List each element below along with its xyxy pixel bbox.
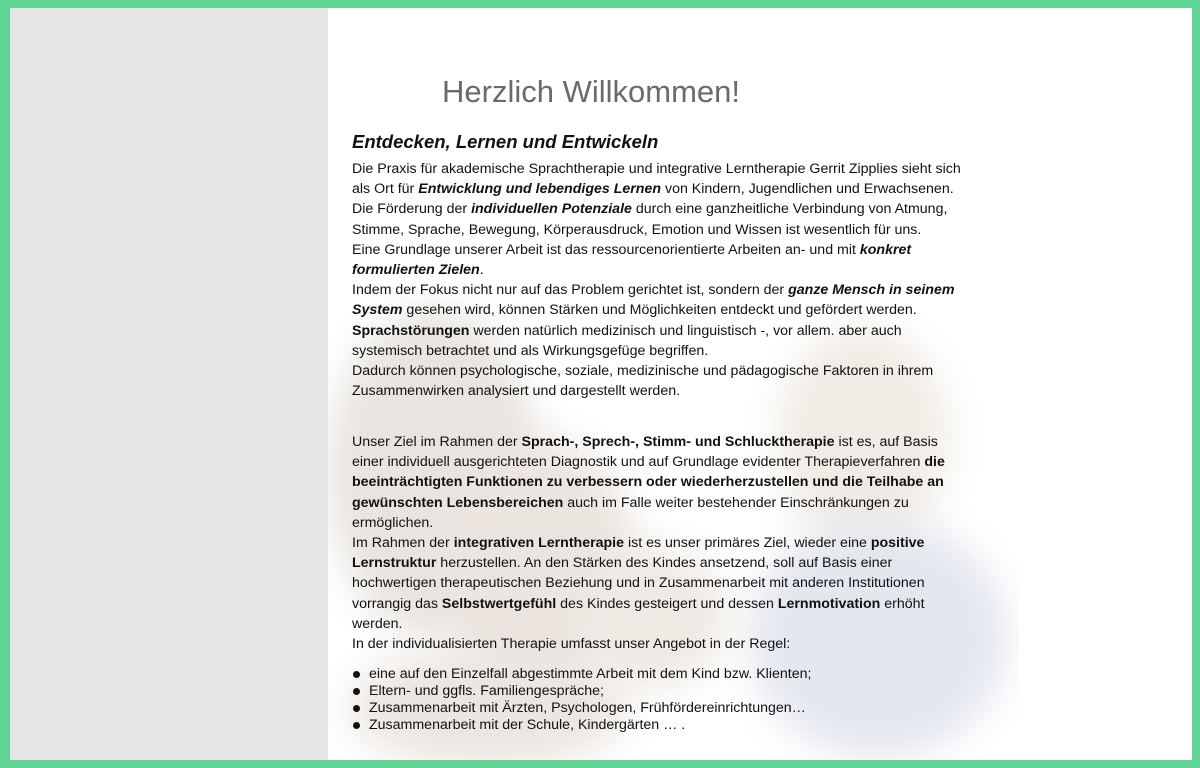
text-segment: Unser Ziel im Rahmen der [352, 434, 522, 450]
text-segment: ist es, auf Basis einer individuell ausgerichteten Diagnostik und auf Grundlage evidenter Therapieverfahren [352, 434, 938, 471]
text-segment: ist es unser primäres Ziel, wieder eine [624, 535, 871, 552]
left-sidebar [10, 8, 328, 760]
list-item: Zusammenarbeit mit Ärzten, Psychologen, Frühfördereinrichtungen… [352, 700, 811, 717]
text-segment: erhöht werden. [352, 595, 925, 632]
text-segment: werden natürlich medizinisch und linguistisch -, vor allem. aber auch systemisch betrachtet und als Wirkungsgefüge begriffen. [352, 322, 902, 359]
text-segment: Eine Grundlage unserer Arbeit ist das ressourcenorientierte Arbeiten an- und mit [352, 241, 860, 258]
intro-paragraph [352, 159, 967, 401]
text-emphasis: individuellen Potenziale [471, 201, 632, 218]
text-emphasis: Entwicklung und lebendiges Lernen [418, 181, 662, 198]
text-segment: von Kindern, Jugendlichen und Erwachsenen. [661, 181, 954, 198]
text-emphasis: Selbstwertgefühl [441, 595, 557, 612]
text-segment: des Kindes gesteigert und dessen [556, 595, 778, 612]
text-emphasis: positive Lernstruktur [352, 535, 925, 572]
text-emphasis: integrativen Lerntherapie [453, 535, 625, 552]
text-emphasis: Sprach-, Sprech-, Stimm- und Schlucktherapie [521, 434, 835, 450]
page-subtitle: Entdecken, Lernen und Entwickeln [352, 131, 659, 152]
text-segment: Indem der Fokus nicht nur auf das Problem gerichtet ist, sondern der [352, 282, 789, 299]
list-item: eine auf den Einzelfall abgestimmte Arbeit mit dem Kind bzw. Klienten; [352, 666, 811, 683]
text-emphasis: Lernmotivation [777, 595, 881, 612]
text-segment: gesehen wird, können Stärken und Möglichkeiten entdeckt und gefördert werden. [402, 302, 917, 319]
page-title: Herzlich Willkommen! [442, 74, 740, 109]
list-item: Eltern- und ggfls. Familiengespräche; [352, 683, 811, 700]
page-frame [10, 8, 1192, 760]
text-segment: In der individualisierten Therapie umfasst unser Angebot in der Regel: [352, 636, 791, 653]
text-emphasis: Sprachstörungen [352, 322, 470, 339]
text-segment: Die Förderung der [352, 201, 472, 218]
goals-paragraph [352, 432, 967, 654]
text-segment: auch im Falle weiter bestehender Einschränkungen zu ermöglichen. [352, 494, 909, 531]
text-segment: Dadurch können psychologische, soziale, medizinische und pädagogische Faktoren in ihrem Zusammenwirken analysiert und dargestellt werden. [352, 363, 934, 400]
text-emphasis: konkret formulierten Zielen [352, 241, 912, 279]
text-segment: Im Rahmen der [352, 535, 454, 552]
text-segment: Die Praxis für akademische Sprachtherapie und integrative Lerntherapie Gerrit Zipplies sieht sich als Ort für [352, 161, 961, 198]
text-emphasis: ganze Mensch in seinem System [352, 282, 955, 319]
services-list [352, 666, 811, 734]
main-content [352, 8, 972, 760]
text-segment: durch eine ganzheitliche Verbindung von Atmung, Stimme, Sprache, Bewegung, Körperausdruck, Emotion und Wissen ist wesentlich für uns. [352, 201, 948, 238]
text-segment: herzustellen. An den Stärken des Kindes ansetzend, soll auf Basis einer hochwertigen therapeutischen Beziehung und in Zusammenarbeit mit anderen Institutionen vorrangig das [352, 555, 925, 612]
list-item: Zusammenarbeit mit der Schule, Kindergärten … . [352, 717, 811, 734]
text-segment: . [479, 262, 484, 279]
text-emphasis: die beeinträchtigten Funktionen zu verbessern oder wiederherzustellen und die Teilhabe an gewünschten Lebensbereichen [352, 454, 945, 511]
